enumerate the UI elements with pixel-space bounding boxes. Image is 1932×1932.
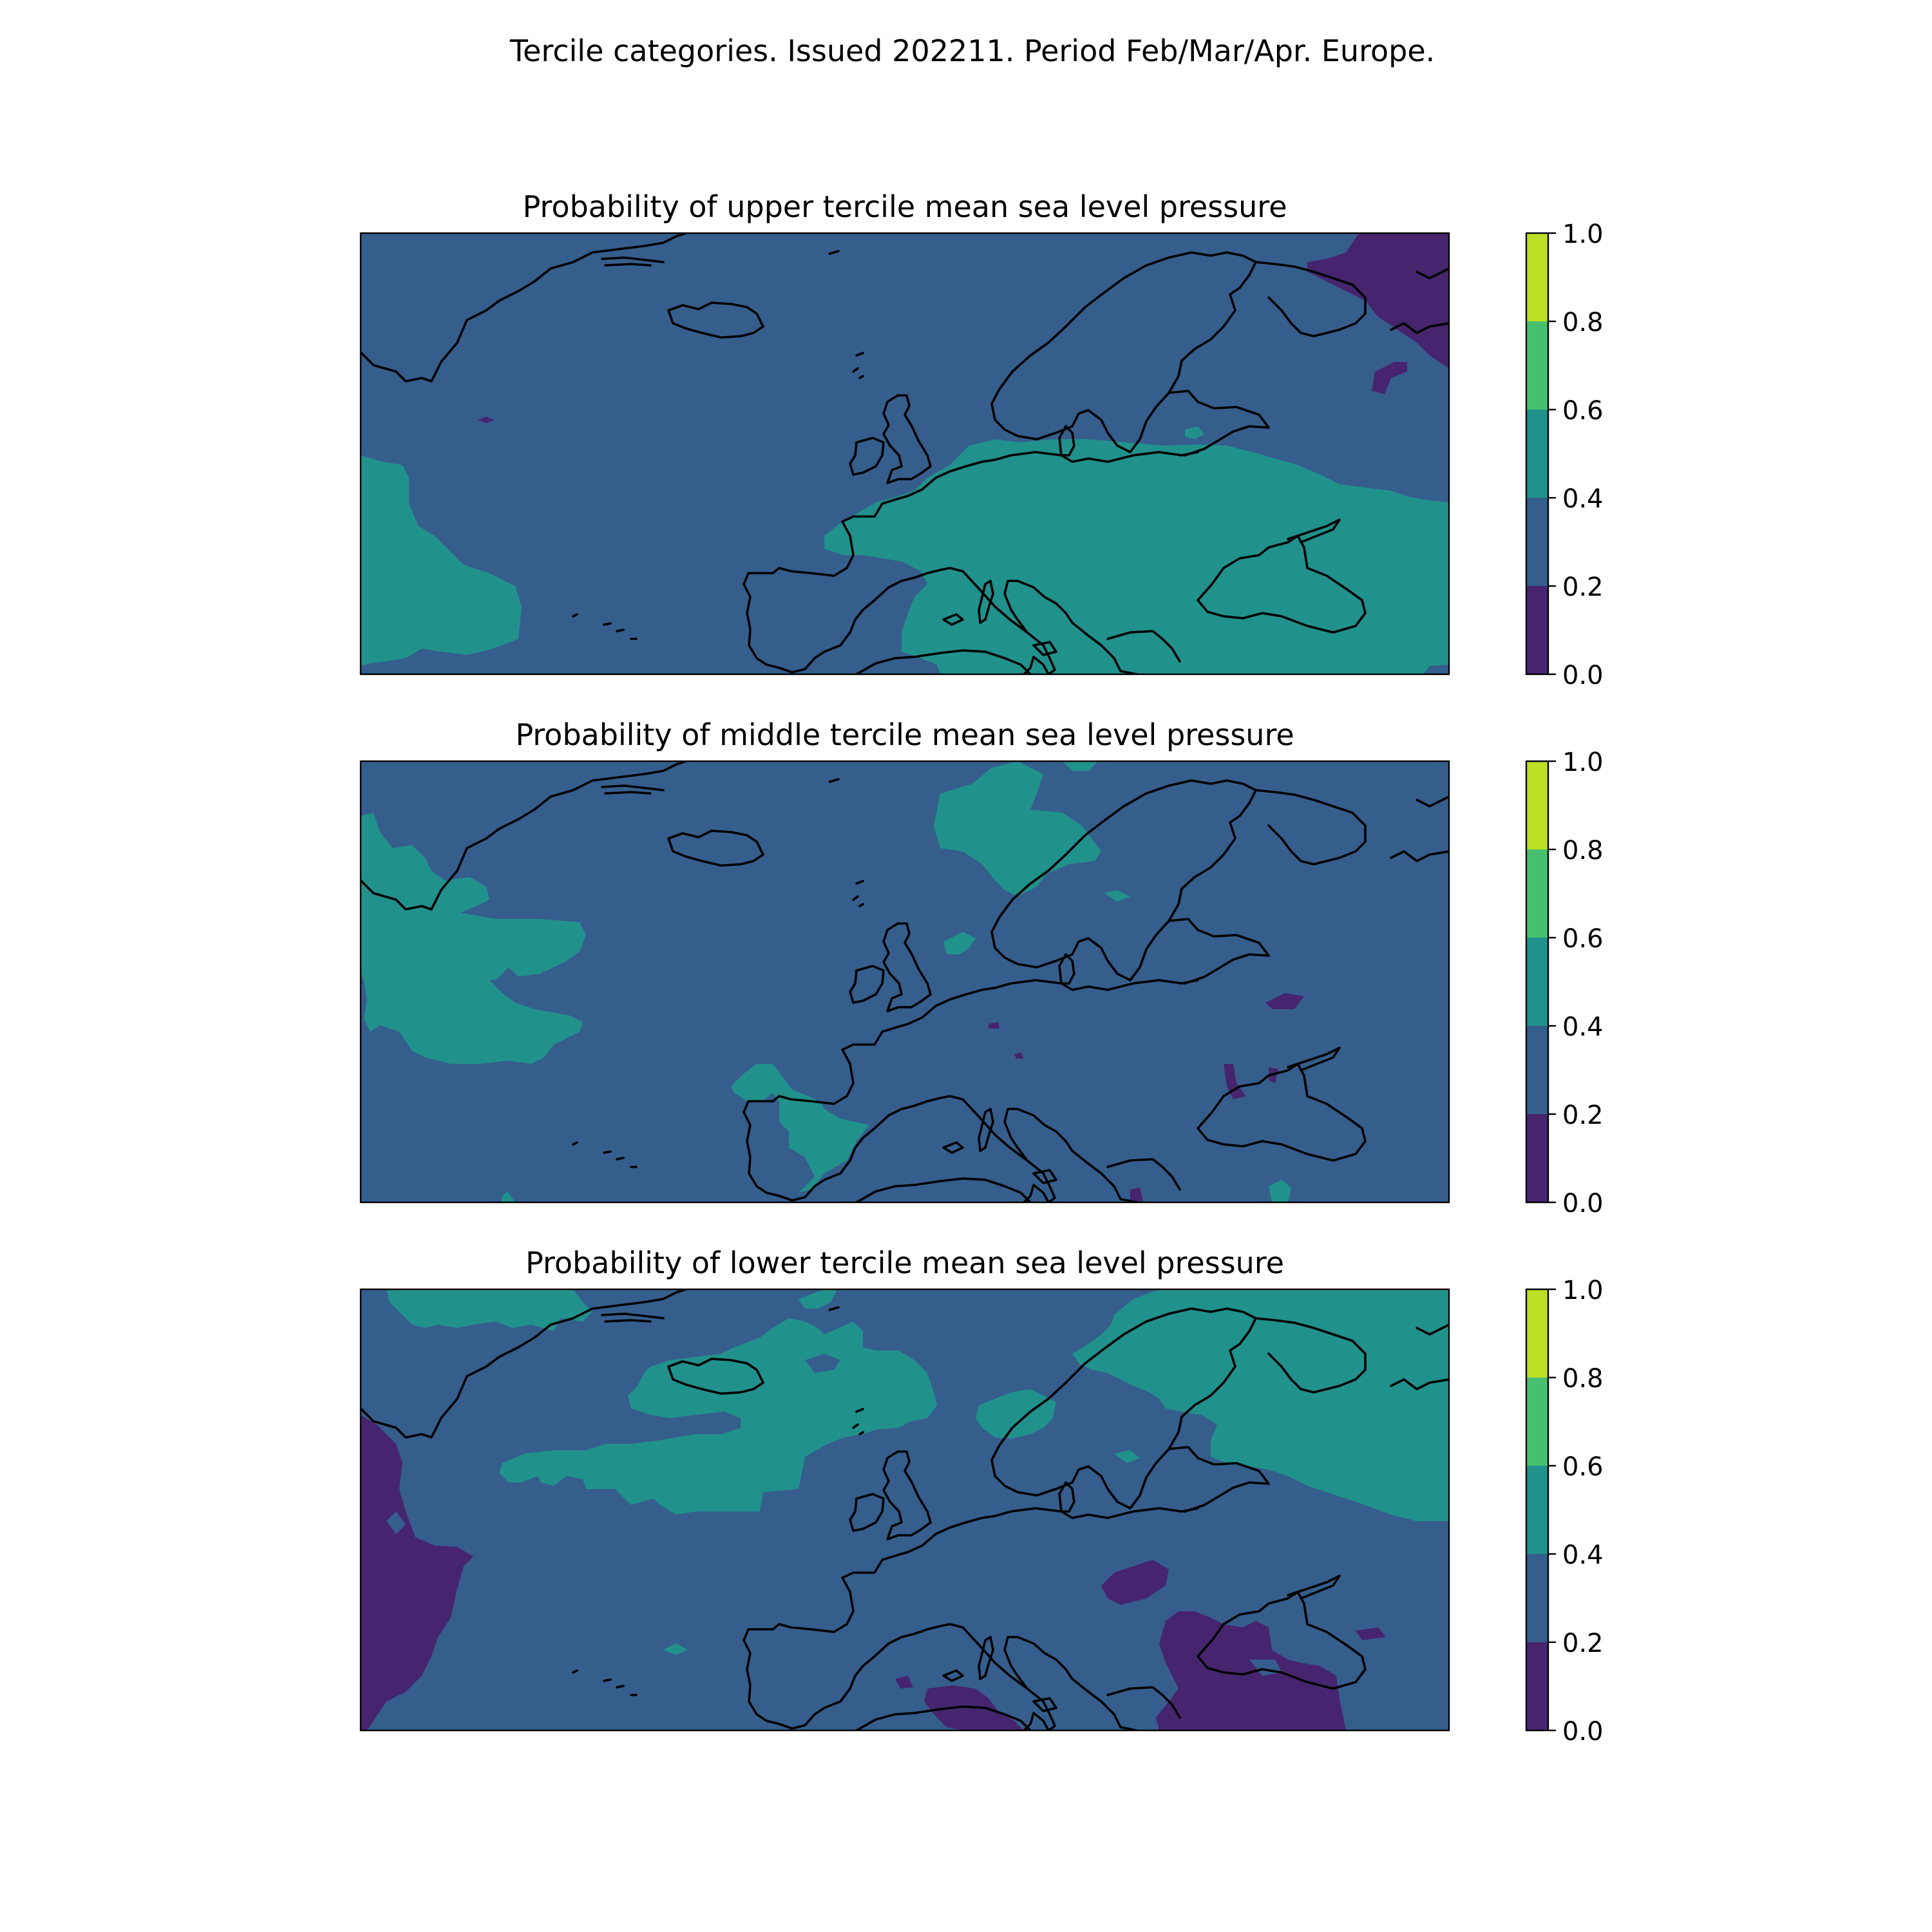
colorbar-middle-tick-label: 0.4 xyxy=(1562,1012,1604,1042)
colorbar-lower-tick-label: 0.0 xyxy=(1562,1717,1604,1747)
colorbar-middle xyxy=(1526,748,1604,1218)
colorbar-upper-tick-label: 0.6 xyxy=(1562,396,1604,426)
panel-middle-title: Probability of middle tercile mean sea level pressure xyxy=(515,717,1294,752)
colorbar-upper-tick-label: 0.4 xyxy=(1562,484,1604,514)
colorbar-upper xyxy=(1526,220,1604,690)
colorbar-lower-segment xyxy=(1526,1378,1548,1466)
colorbar-upper-segment xyxy=(1526,233,1548,321)
colorbar-middle-segment xyxy=(1526,1114,1548,1202)
panel-middle xyxy=(361,717,1449,1202)
colorbar-lower-segment xyxy=(1526,1554,1548,1642)
colorbar-upper-segment xyxy=(1526,498,1548,586)
panel-lower-title: Probability of lower tercile mean sea level pressure xyxy=(526,1245,1284,1280)
colorbar-middle-tick-label: 0.8 xyxy=(1562,836,1604,866)
colorbar-lower-tick-label: 0.4 xyxy=(1562,1540,1604,1570)
colorbar-lower-tick-label: 1.0 xyxy=(1562,1276,1604,1305)
colorbar-upper-segment xyxy=(1526,410,1548,498)
colorbar-upper-tick-label: 0.8 xyxy=(1562,308,1604,337)
panel-lower-map xyxy=(361,1289,1449,1730)
colorbar-lower-tick-label: 0.2 xyxy=(1562,1629,1604,1658)
colorbar-middle-segment xyxy=(1526,938,1548,1026)
colorbar-lower-tick-label: 0.6 xyxy=(1562,1452,1604,1482)
colorbar-middle-tick-label: 0.6 xyxy=(1562,924,1604,954)
colorbar-upper-tick-label: 1.0 xyxy=(1562,220,1604,249)
colorbar-lower-tick-label: 0.8 xyxy=(1562,1364,1604,1394)
colorbar-upper-tick-label: 0.0 xyxy=(1562,661,1604,690)
colorbar-upper-segment xyxy=(1526,586,1548,674)
colorbar-middle-segment xyxy=(1526,1026,1548,1114)
middle-field-background xyxy=(361,761,1449,1202)
panel-upper-title: Probability of upper tercile mean sea level pressure xyxy=(522,189,1287,224)
figure-suptitle: Tercile categories. Issued 202211. Period Feb/Mar/Apr. Europe. xyxy=(509,33,1435,68)
colorbar-lower-segment xyxy=(1526,1289,1548,1378)
panel-lower xyxy=(361,1245,1449,1730)
colorbar-middle-tick-label: 0.2 xyxy=(1562,1101,1604,1130)
colorbar-middle-segment xyxy=(1526,849,1548,938)
colorbar-upper-tick-label: 0.2 xyxy=(1562,573,1604,602)
colorbar-lower-segment xyxy=(1526,1642,1548,1730)
colorbar-middle-tick-label: 1.0 xyxy=(1562,748,1604,777)
colorbar-lower-segment xyxy=(1526,1466,1548,1554)
panel-middle-map xyxy=(361,761,1449,1202)
colorbar-lower xyxy=(1526,1276,1604,1747)
panel-upper-map xyxy=(361,233,1449,674)
panel-upper xyxy=(361,189,1449,674)
colorbar-middle-segment xyxy=(1526,761,1548,849)
colorbar-upper-segment xyxy=(1526,321,1548,410)
colorbar-middle-tick-label: 0.0 xyxy=(1562,1189,1604,1218)
